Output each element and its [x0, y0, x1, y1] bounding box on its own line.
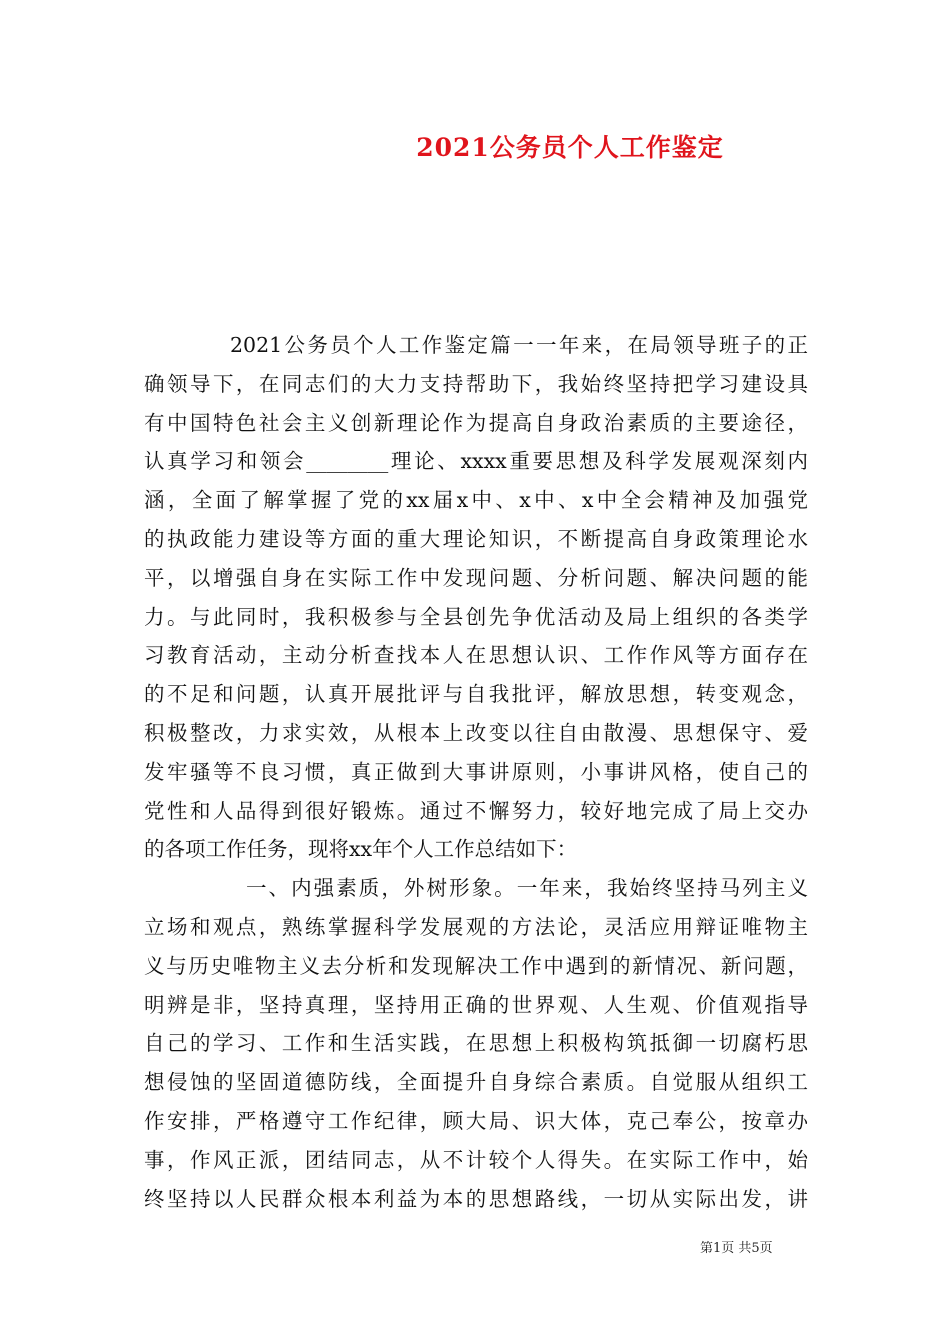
paragraph-line: 党性和人品得到很好锻炼。通过不懈努力，较好地完成了局上交办 — [144, 798, 808, 823]
paragraph-line: 的不足和问题，认真开展批评与自我批评，解放思想，转变观念， — [144, 682, 808, 707]
paragraph-line: 有中国特色社会主义创新理论作为提高自身政治素质的主要途径， — [144, 410, 808, 435]
paragraph-line: 习教育活动，主动分析查找本人在思想认识、工作作风等方面存在 — [144, 643, 808, 668]
paragraph-line: 立场和观点，熟练掌握科学发展观的方法论，灵活应用辩证唯物主 — [144, 914, 808, 939]
paragraph-line: 积极整改，力求实效，从根本上改变以往自由散漫、思想保守、爱 — [144, 720, 808, 745]
paragraph-line: 2021公务员个人工作鉴定篇一一年来，在局领导班子的正 — [230, 333, 808, 357]
document-body — [144, 326, 808, 1218]
paragraph-line: 的执政能力建设等方面的重大理论知识，不断提高自身政策理论水 — [144, 526, 808, 551]
paragraph-line: 事，作风正派，团结同志，从不计较个人得失。在实际工作中，始 — [144, 1147, 808, 1172]
paragraph-line: 作安排，严格遵守工作纪律，顾大局、识大体，克己奉公，按章办 — [144, 1108, 808, 1133]
paragraph-line: 自己的学习、工作和生活实践，在思想上积极构筑抵御一切腐朽思 — [144, 1031, 808, 1056]
paragraph-line: 明辨是非，坚持真理，坚持用正确的世界观、人生观、价值观指导 — [144, 992, 808, 1017]
paragraph-line: 的各项工作任务，现将xx年个人工作总结如下： — [144, 837, 578, 862]
paragraph-line: 义与历史唯物主义去分析和发现解决工作中遇到的新情况、新问题， — [144, 953, 808, 978]
document-title: 2021公务员个人工作鉴定 — [416, 133, 724, 162]
paragraph-line: 终坚持以人民群众根本利益为本的思想路线，一切从实际出发，讲 — [144, 1186, 808, 1211]
paragraph-line: 认真学习和领会________理论、xxxx重要思想及科学发展观深刻内 — [144, 449, 808, 474]
paragraph-line: 平，以增强自身在实际工作中发现问题、分析问题、解决问题的能 — [144, 565, 808, 590]
paragraph-line: 涵，全面了解掌握了党的xx届x中、x中、x中全会精神及加强党 — [144, 488, 808, 513]
paragraph-line: 发牢骚等不良习惯，真正做到大事讲原则，小事讲风格，使自己的 — [144, 759, 808, 784]
paragraph-line: 力。与此同时，我积极参与全县创先争优活动及局上组织的各类学 — [144, 604, 808, 629]
page-number: 第1页 共5页 — [700, 1241, 773, 1256]
paragraph-line: 确领导下，在同志们的大力支持帮助下，我始终坚持把学习建设具 — [144, 371, 808, 396]
paragraph-line: 一、内强素质，外树形象。一年来，我始终坚持马列主义 — [246, 876, 808, 901]
paragraph-line: 想侵蚀的坚固道德防线，全面提升自身综合素质。自觉服从组织工 — [144, 1070, 808, 1095]
